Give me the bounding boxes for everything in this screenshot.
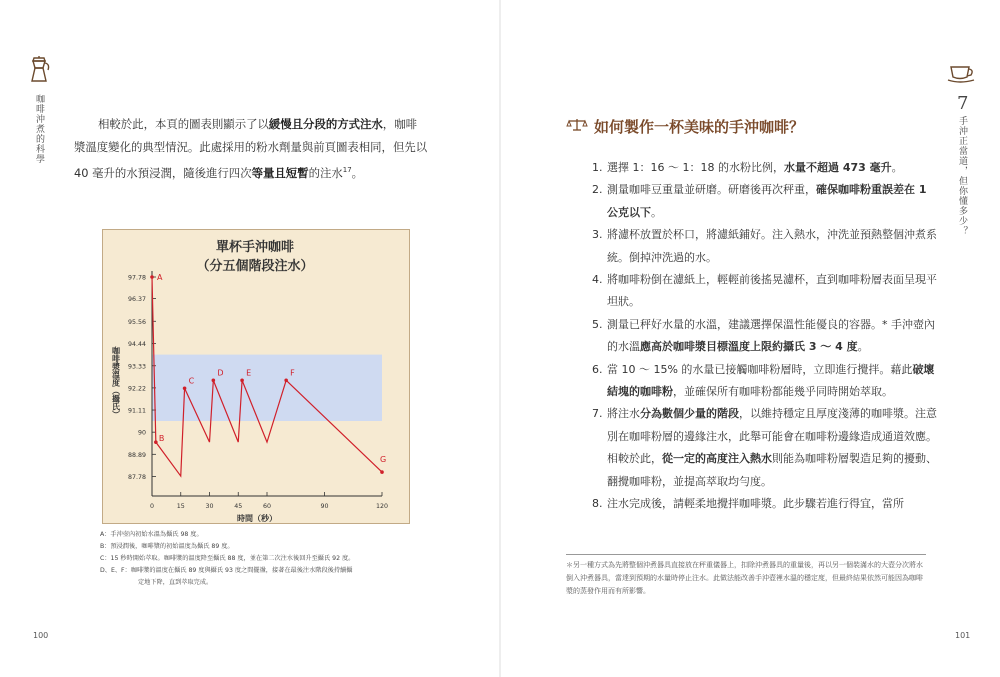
step-emphasis: 應高於咖啡漿目標溫度上限約攝氏 3 ～ 4 度 bbox=[640, 340, 858, 354]
step-text: ，以維持穩定且厚度淺薄的咖啡漿。注意別在咖啡粉層的邊緣注水，此舉可能會在咖啡粉邊緣造成通道效應。相較於此， bbox=[607, 407, 937, 466]
y-tick-label: 97.78 bbox=[127, 274, 146, 282]
step-number: 2. bbox=[592, 183, 603, 197]
step-text: 。 bbox=[857, 340, 869, 354]
step-text: 測量已秤好水量的水溫，建議選擇保溫性能優良的容器。* 手沖壺內的水溫 bbox=[607, 317, 935, 354]
instruction-step bbox=[592, 179, 937, 224]
data-point bbox=[284, 379, 288, 383]
moka-pot-icon bbox=[26, 55, 52, 83]
y-tick-label: 88.89 bbox=[127, 451, 146, 459]
step-text: 將注水 bbox=[607, 407, 640, 421]
footnote-divider bbox=[566, 554, 926, 555]
point-label: F bbox=[290, 368, 295, 378]
instruction-step bbox=[592, 359, 937, 404]
x-tick-label: 60 bbox=[262, 503, 272, 510]
data-point bbox=[150, 275, 154, 279]
chart-note-continued: 定地下降，直到萃取完成。 bbox=[138, 579, 213, 586]
x-tick-label: 0 bbox=[149, 503, 155, 510]
step-number: 8. bbox=[592, 497, 603, 511]
chart-note: A：手沖壺內初始水溫為攝氏 98 度。 bbox=[100, 531, 203, 538]
step-text: 注水完成後，請輕柔地攪拌咖啡漿。此步驟若進行得宜，當所 bbox=[607, 497, 904, 511]
step-text: 選擇 1：16 ～ 1：18 的水粉比例， bbox=[607, 161, 784, 174]
step-text: 當 10 ～ 15% 的水量已接觸咖啡粉層時，立即進行攪拌。藉此 bbox=[607, 362, 913, 376]
step-text: ，並確保所有咖啡粉都能幾乎同時開始萃取。 bbox=[673, 385, 893, 399]
coffee-cup-icon bbox=[946, 62, 978, 84]
x-axis-label: 時間（秒） bbox=[237, 514, 277, 522]
chart-notes bbox=[100, 529, 460, 589]
instruction-step bbox=[592, 269, 937, 314]
step-emphasis: 分為數個少量的階段 bbox=[640, 407, 739, 421]
x-tick-label: 30 bbox=[205, 503, 214, 510]
data-point bbox=[380, 470, 384, 474]
step-emphasis: 水量不超過 473 毫升 bbox=[783, 161, 892, 174]
step-text: 。 bbox=[891, 161, 903, 174]
instruction-step bbox=[592, 403, 937, 493]
step-number: 4. bbox=[592, 273, 603, 287]
point-label: D bbox=[217, 368, 224, 378]
point-label: C bbox=[188, 376, 195, 386]
y-tick-label: 90 bbox=[137, 429, 146, 437]
data-point bbox=[212, 379, 216, 383]
step-text: 則能為咖啡粉層製造足夠的擾動、翻攪咖啡粉，並提高萃取均勻度。 bbox=[607, 452, 937, 488]
page-number-right: 101 bbox=[955, 631, 971, 640]
step-text: 將濾杯放置於杯口，將濾紙鋪好。注入熱水，沖洗並預熱整個沖煮系統。倒掉沖洗過的水。 bbox=[607, 228, 937, 264]
page-number-left: 100 bbox=[33, 631, 49, 640]
y-tick-label: 96.37 bbox=[127, 296, 146, 304]
x-tick-label: 90 bbox=[320, 503, 329, 510]
step-emphasis: 破壞結塊的咖啡粉 bbox=[607, 362, 935, 399]
y-tick-label: 87.78 bbox=[127, 473, 146, 481]
chart-title: 單杯手沖咖啡 bbox=[215, 240, 294, 255]
step-text: 將咖啡粉倒在濾紙上，輕輕前後搖晃濾杯，直到咖啡粉層表面呈現平坦狀。 bbox=[607, 273, 937, 309]
chart-subtitle: （分五個階段注水） bbox=[196, 259, 314, 274]
chart-note: B：預浸潤後，咖啡漿的初始溫度為攝氏 89 度。 bbox=[100, 543, 234, 550]
x-tick-label: 120 bbox=[375, 503, 389, 510]
chart-note: C：15 秒時開始萃取。咖啡漿的溫度降至攝氏 88 度，並在第二次注水後回升至攝氏 92 度。 bbox=[100, 555, 355, 562]
intro-paragraph: 相較於此，本頁的圖表則顯示了以緩慢且分段的方式注水，咖啡 漿溫度變化的典型情況。此處採用的粉水劑量與前頁圖表相同，但先以 40 毫升的水預浸潤，隨後進行四次等量且短暫的注水$^{17}$。 bbox=[74, 117, 428, 180]
data-point bbox=[240, 379, 244, 383]
instruction-step bbox=[592, 493, 937, 515]
instruction-step bbox=[592, 224, 937, 269]
data-point bbox=[183, 386, 187, 390]
y-tick-label: 91.11 bbox=[127, 407, 146, 415]
instruction-steps bbox=[592, 157, 937, 516]
chart-note: D、E、F：咖啡漿的溫度在攝氏 89 度與攝氏 93 度之間擺盪，接著在最後注水階段後持續攝 bbox=[100, 567, 353, 574]
side-label-right: 手沖正當道，但你懂多少？ bbox=[957, 116, 967, 236]
point-label: E bbox=[246, 368, 252, 378]
side-label-left: 咖啡沖煮的科學 bbox=[34, 94, 44, 164]
y-axis-label: 咖啡漿溫度（攝氏） bbox=[111, 346, 121, 419]
point-label: A bbox=[157, 273, 163, 282]
page-gutter bbox=[499, 0, 501, 677]
footnote: ＊另一種方式為先將整個沖煮器具直接放在秤重儀器上，扣除沖煮器具的重量後，再以另一個裝滿水的大壺分次將水倒入沖煮器具，當達到預期的水量時停止注水。此做法能改善手沖壺裡水溫的穩定度，但最終結果依然可能因為咖啡漿的蒸發作用而有所影響。 bbox=[566, 561, 923, 595]
temperature-line-chart bbox=[102, 229, 408, 522]
y-tick-label: 95.56 bbox=[127, 318, 146, 326]
section-heading: 如何製作一杯美味的手沖咖啡？ bbox=[594, 118, 805, 136]
step-text: 測量咖啡豆重量並研磨。研磨後再次秤重， bbox=[607, 183, 816, 197]
x-tick-label: 15 bbox=[176, 503, 185, 510]
instruction-step bbox=[592, 157, 937, 179]
step-number: 1. bbox=[592, 161, 603, 174]
step-emphasis: 確保咖啡粉重誤差在 1 公克以下 bbox=[607, 183, 927, 219]
step-number: 5. bbox=[592, 317, 603, 331]
step-text: 。 bbox=[651, 205, 662, 219]
step-number: 7. bbox=[592, 407, 603, 421]
scale-icon bbox=[566, 118, 588, 132]
step-number: 6. bbox=[592, 362, 603, 376]
y-tick-label: 94.44 bbox=[127, 341, 146, 349]
y-tick-label: 92.22 bbox=[127, 385, 146, 393]
x-tick-label: 45 bbox=[234, 503, 243, 510]
data-point bbox=[154, 440, 158, 444]
y-tick-label: 93.33 bbox=[127, 363, 146, 371]
point-label: G bbox=[380, 455, 387, 465]
step-number: 3. bbox=[592, 228, 603, 242]
point-label: B bbox=[158, 434, 165, 444]
step-emphasis: 從一定的高度注入熱水 bbox=[662, 452, 772, 466]
chapter-number: 7 bbox=[957, 93, 969, 114]
target-temperature-band bbox=[152, 355, 382, 421]
instruction-step bbox=[592, 314, 937, 359]
